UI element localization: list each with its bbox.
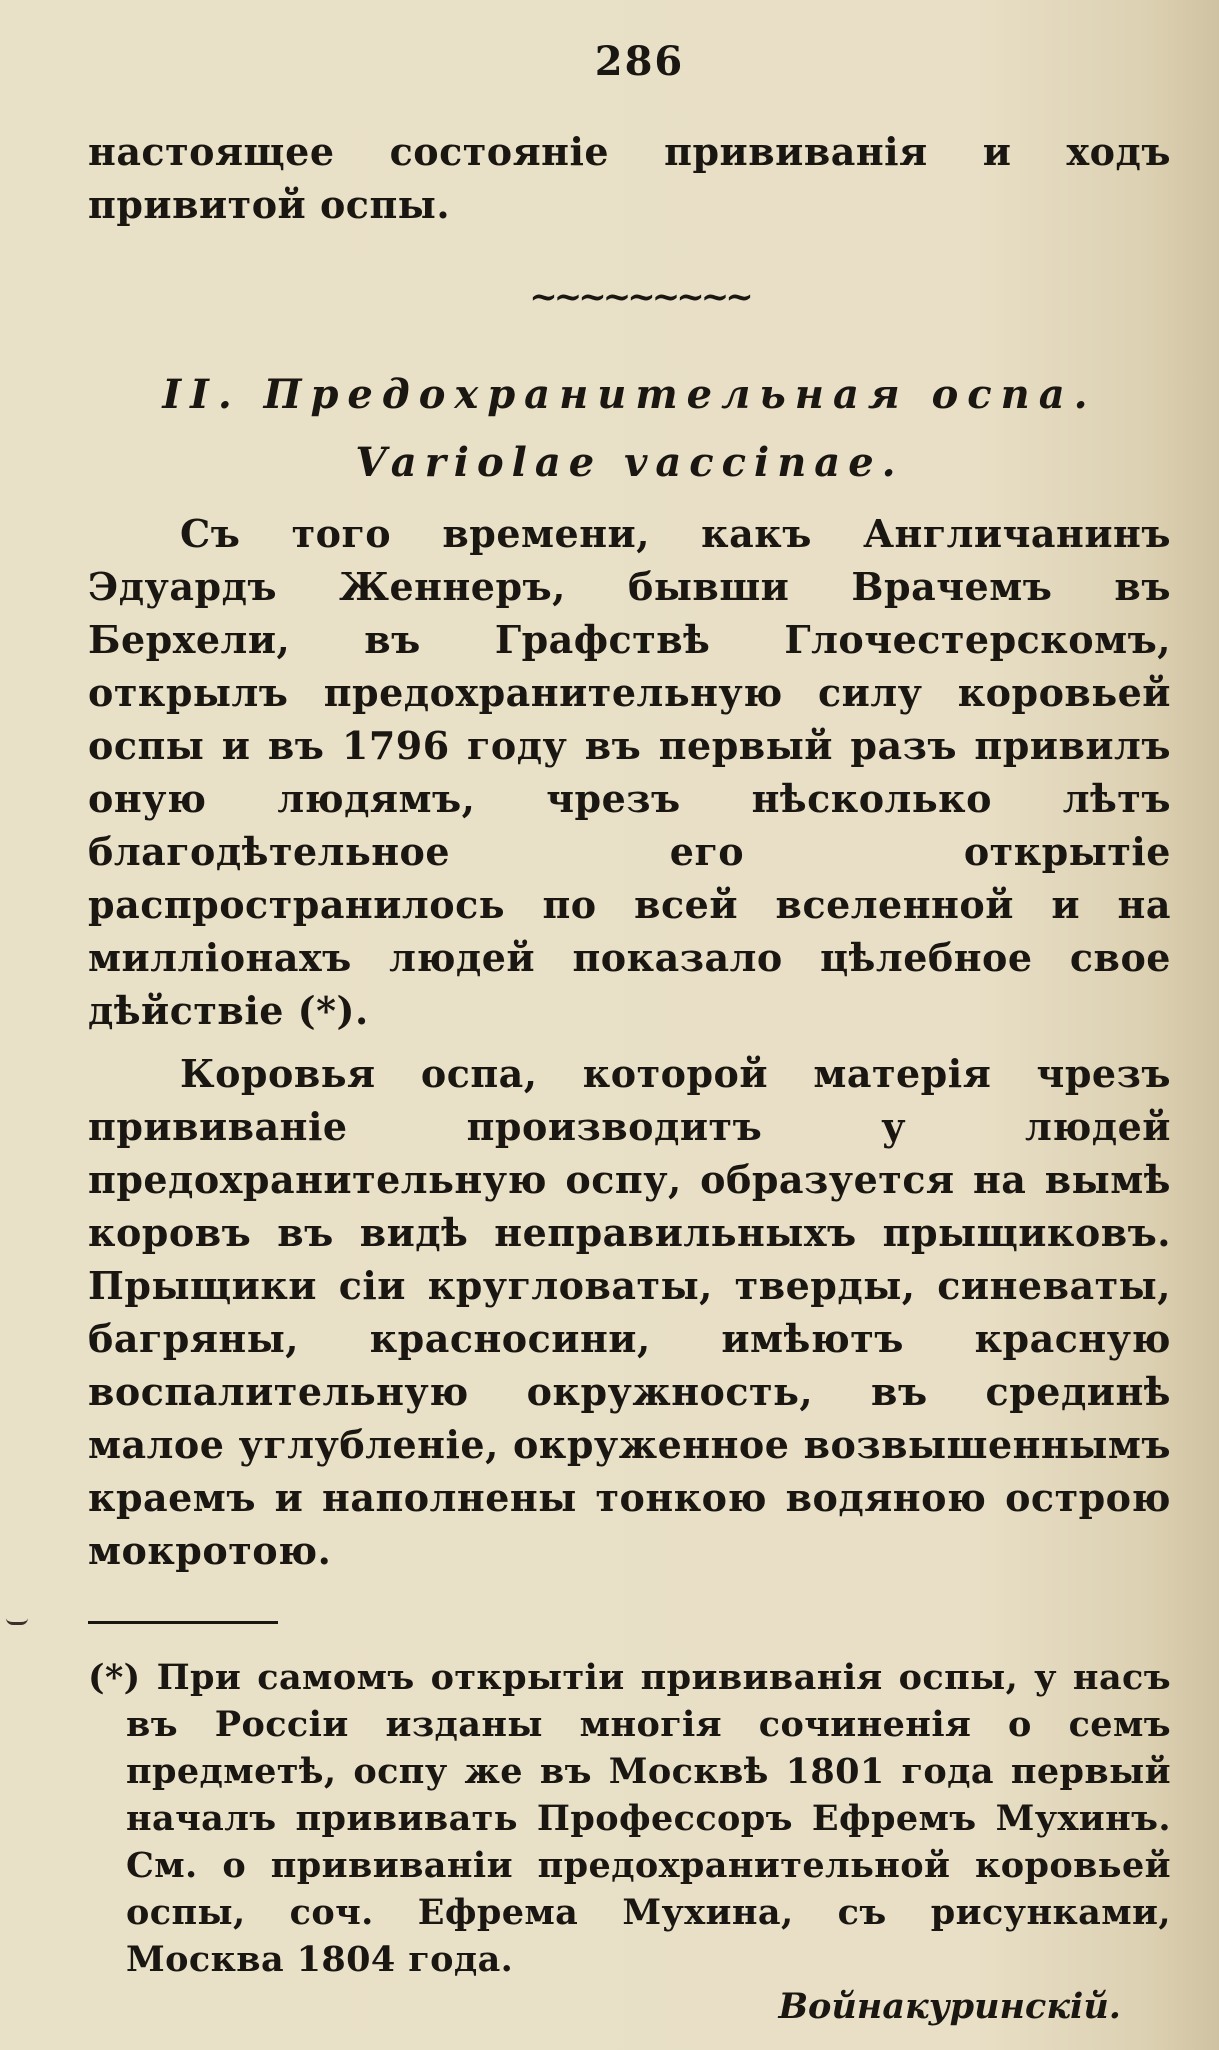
- continuation-paragraph: настоящее состоянiе прививанiя и ходъ привитой оспы.: [88, 129, 1171, 227]
- paragraph-1: Съ того времени, какъ Англичанинъ Эдуардъ Женнеръ, бывши Врачемъ въ Берхели, въ Графствѣ Глочестерскомъ, открылъ предохранительную силу коровьей оспы и въ 1796 году въ первый разъ привилъ оную людямъ, чрезъ нѣсколько лѣтъ благодѣтельное его открытiе распространилось по всей вселенной и на миллiонахъ людей показало цѣлебное свое дѣйствiе (*).: [88, 511, 1171, 1033]
- footnote-signature: Войнакуринскiй.: [778, 1986, 1121, 2027]
- page-number: 286: [594, 38, 685, 85]
- margin-mark: [6, 1618, 28, 1625]
- ornamental-divider: ~~~~~~~~~: [529, 277, 750, 317]
- footnote: (*) При самомъ открытiи прививанiя оспы, у насъ въ Россiи изданы многiя сочиненiя о семъ предметѣ, оспу же въ Москвѣ 1801 года первый началъ прививать Профессоръ Ефремъ Мухинъ. См. о прививанiи предохранительной коровьей оспы, соч. Ефрема Мухина, съ рисунками, Москва 1804 года.: [88, 1657, 1171, 1980]
- footnote-rule: [88, 1621, 278, 1624]
- section-heading: II. Предохранительная оспа.: [162, 371, 1097, 418]
- paragraph-2: Коровья оспа, которой матерiя чрезъ прививанiе производитъ у людей предохранительную оспу, образуется на вымѣ коровъ въ видѣ неправильныхъ прыщиковъ. Прыщики сiи кругловаты, тверды, синеваты, багряны, красносини, имѣютъ красную воспалительную окружность, въ срединѣ малое углубленiе, окруженное возвышеннымъ краемъ и наполнены тонкою водяною острою мокротою.: [88, 1051, 1171, 1573]
- latin-subheading: Variolae vaccinae.: [355, 439, 904, 486]
